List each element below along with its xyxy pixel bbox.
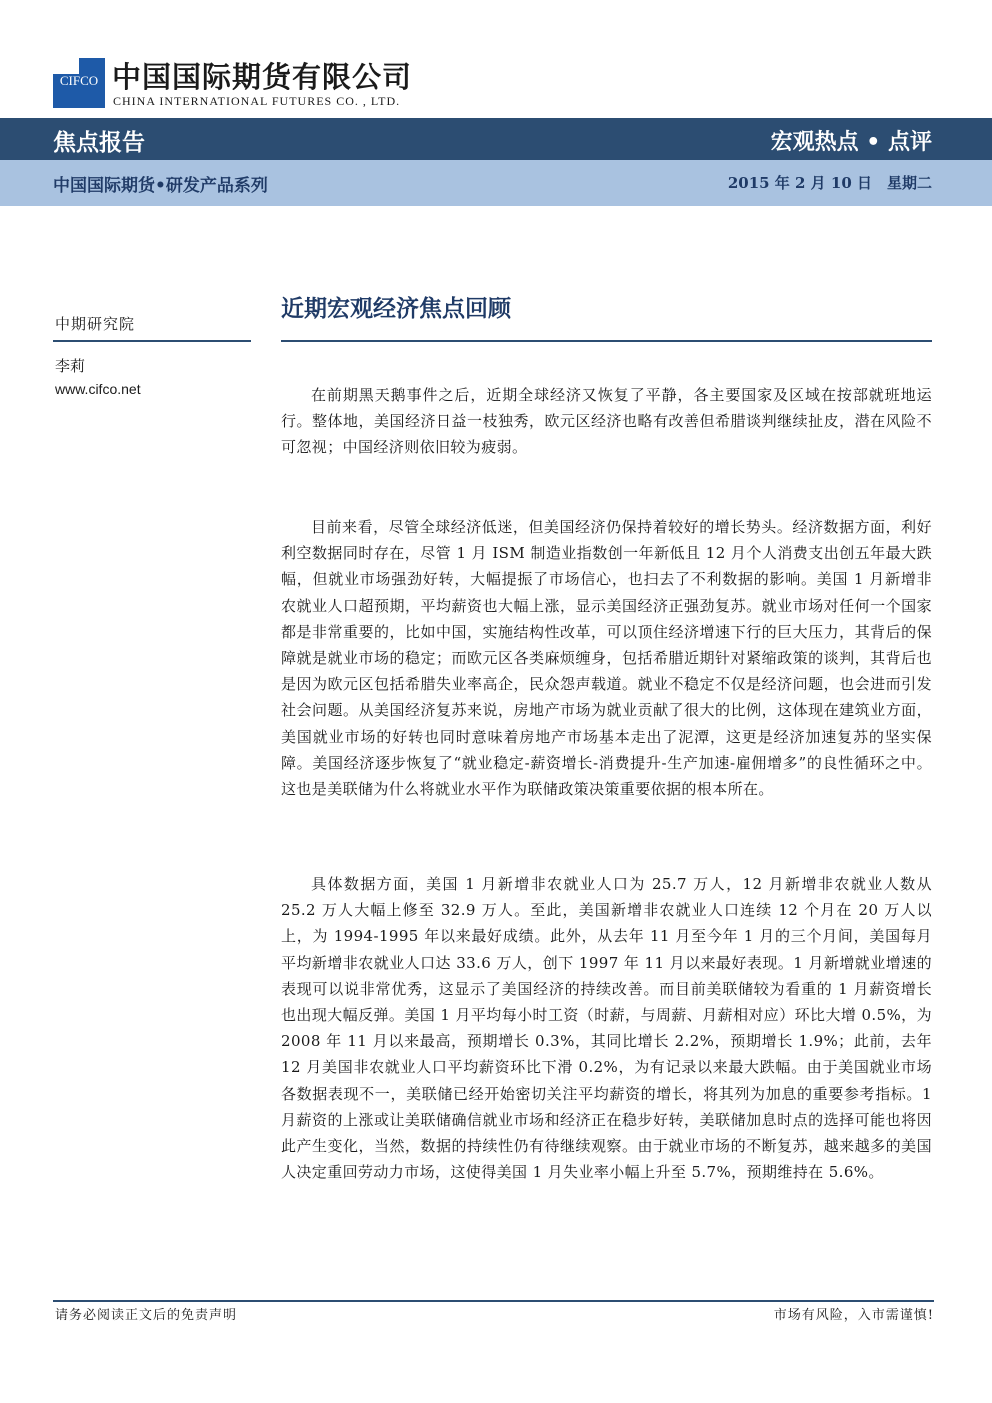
website-link[interactable]: www.cifco.net xyxy=(55,381,141,397)
title-divider xyxy=(281,340,932,342)
article-paragraph: 在前期黑天鹅事件之后，近期全球经济又恢复了平静，各主要国家及区域在按部就班地运行。整体地，美国经济日益一枝独秀，欧元区经济也略有改善但希腊谈判继续扯皮，潜在风险不可忽视；中国经济则依旧较为疲弱。 xyxy=(281,386,932,457)
series-banner xyxy=(0,160,992,206)
company-name-en: CHINA INTERNATIONAL FUTURES CO. , LTD. xyxy=(113,94,401,108)
article-paragraph: 具体数据方面，美国 1 月新增非农就业人口为 25.7 万人，12 月新增非农就业人数从 25.2 万人大幅上修至 32.9 万人。至此，美国新增非农就业人口连续 12 个月在 20 万人以上，为 1994-1995 年以来最好成绩。此外，从去年 11 月至今年 1 月的三个月间，美国每月平均新增非农就业人口达 33.6 万人，创下 1997 年 11 月以来最好表现。1 月新增就业增速的表现可以说非常优秀，这显示了美国经济的持续改善。而目前美联储较为看重的 1 月薪资增长也出现大幅反弹。美国 1 月平均每小时工资（时薪，与周薪、月薪相对应）环比大增 0.5%，为 2008 年 11 月以来最高，预期增长 0.3%，其同比增长 2.2%，预期增长 1.9%；此前，去年 12 月美国非农就业人口平均薪资环比下滑 0.2%，为有记录以来最大跌幅。由于美国就业市场各数据表现不一，美联储已经开始密切关注平均薪资的增长，将其列为加息的重要参考指标。1 月薪资的上涨或让美联储确信就业市场和经济正在稳步好转，美联储加息时点的选择可能也将因此产生变化，当然，数据的持续性仍有待继续观察。由于就业市场的不断复苏，越来越多的美国人决定重回劳动力市场，这使得美国 1 月失业率小幅上升至 5.7%，预期维持在 5.6%。 xyxy=(281,875,932,1182)
footer-divider xyxy=(53,1300,934,1302)
risk-notice: 市场有风险，入市需谨慎! xyxy=(773,1308,934,1323)
article-paragraph: 目前来看，尽管全球经济低迷，但美国经济仍保持着较好的增长势头。经济数据方面，利好利空数据同时存在，尽管 1 月 ISM 制造业指数创一年新低且 12 月个人消费支出创五年最大跌幅，但就业市场强劲好转，大幅提振了市场信心，也扫去了不利数据的影响。美国 1 月新增非农就业人口超预期，平均薪资也大幅上涨，显示美国经济正强劲复苏。就业市场对任何一个国家都是非常重要的，比如中国，实施结构性改革，可以顶住经济增速下行的巨大压力，其背后的保障就是就业市场的稳定；而欧元区各类麻烦缠身，包括希腊近期针对紧缩政策的谈判，其背后也是因为欧元区包括希腊失业率高企，民众怨声载道。就业不稳定不仅是经济问题，也会进而引发社会问题。从美国经济复苏来说，房地产市场为就业贡献了很大的比例，这体现在建筑业方面，美国就业市场的好转也同时意味着房地产市场基本走出了泥潭，这更是经济加速复苏的坚实保障。美国经济逐步恢复了“就业稳定-薪资增长-消费提升-生产加速-雇佣增多”的良性循环之中。这也是美联储为什么将就业水平作为联储政策决策重要依据的根本所在。 xyxy=(281,518,932,799)
report-category: 宏观热点 • 点评 xyxy=(770,130,932,155)
department-name: 中期研究院 xyxy=(55,315,136,333)
sidebar-divider xyxy=(53,340,251,342)
series-name: 中国国际期货•研发产品系列 xyxy=(53,176,268,196)
company-name-cn: 中国国际期货有限公司 xyxy=(112,60,413,94)
report-type: 焦点报告 xyxy=(53,130,145,156)
article-title: 近期宏观经济焦点回顾 xyxy=(281,296,511,322)
logo-text: CIFCO xyxy=(53,74,105,88)
report-banner xyxy=(0,118,992,160)
company-logo xyxy=(53,58,105,108)
disclaimer-note: 请务必阅读正文后的免责声明 xyxy=(55,1308,238,1323)
author-name: 李莉 xyxy=(55,357,86,375)
report-date: 2015 年 2 月 10 日 星期二 xyxy=(727,174,932,192)
